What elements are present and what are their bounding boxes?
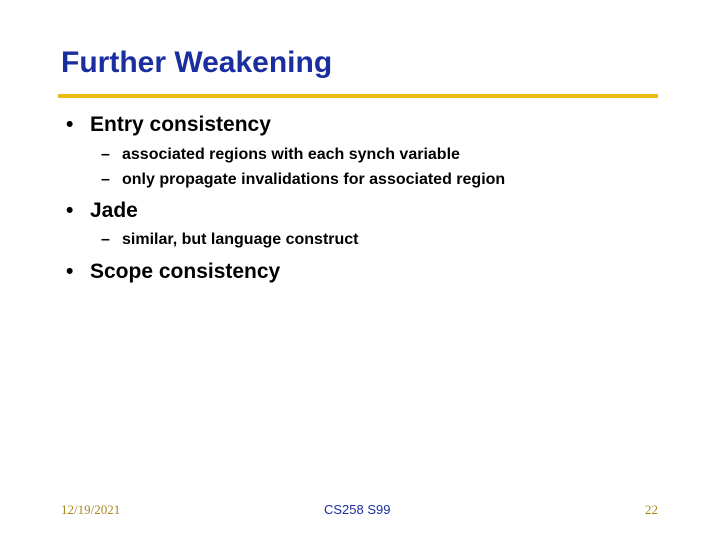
bullet-marker: • [66,260,74,283]
sub-bullet-marker: – [101,146,110,163]
bullet-jade [66,198,138,224]
slide-title: Further Weakening [61,46,333,79]
sub-bullet-text: only propagate invalidations for associated region [122,171,506,188]
bullet-text: Scope consistency [90,260,281,283]
title-underline [58,94,658,98]
sub-bullet-text: associated regions with each synch variable [122,146,460,163]
bullet-marker: • [66,113,74,136]
sub-bullet-marker: – [101,171,110,188]
sub-bullet-propagate-invalidations [101,170,505,190]
footer-page-number: 22 [645,502,658,517]
bullet-text: Jade [90,199,138,222]
sub-bullet-marker: – [101,231,110,248]
sub-bullet-language-construct [101,230,359,250]
footer-course: CS258 S99 [324,502,391,517]
bullet-marker: • [66,199,74,222]
footer-date: 12/19/2021 [61,502,121,517]
bullet-text: Entry consistency [90,113,271,136]
sub-bullet-associated-regions [101,145,460,165]
bullet-entry-consistency [66,112,271,138]
sub-bullet-text: similar, but language construct [122,231,359,248]
bullet-scope-consistency [66,259,280,285]
